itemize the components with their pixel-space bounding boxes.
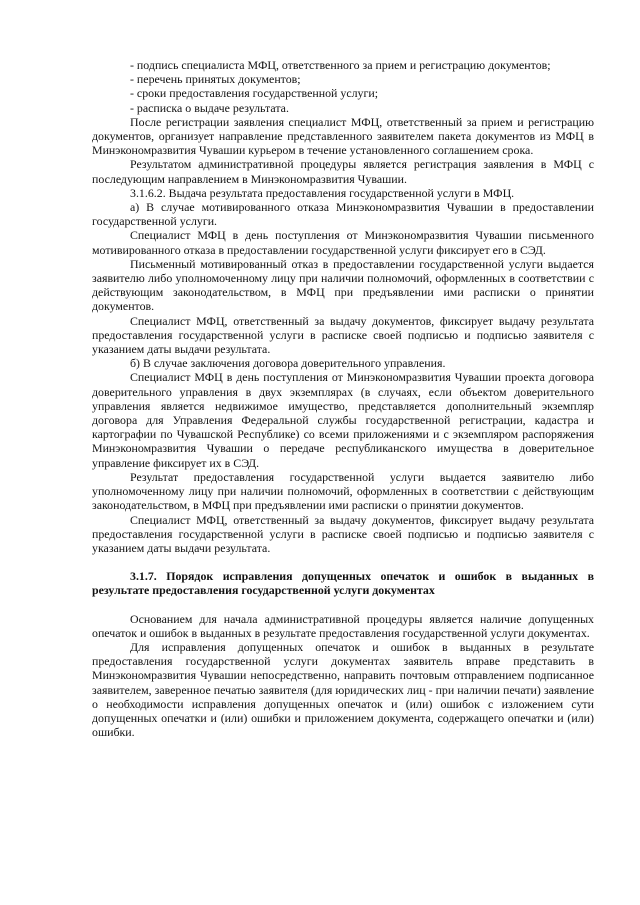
list-item: - сроки предоставления государственной услуги; <box>130 86 379 101</box>
paragraph: Специалист МФЦ, ответственный за выдачу документов, фиксирует выдачу результата предоставления государственной услуги в расписке своей подписью и подписью заявителя с указанием даты выдачи результата. <box>92 313 594 357</box>
list-item: - подпись специалиста МФЦ, ответственного за прием и регистрацию документов; <box>130 58 551 72</box>
paragraph: Специалист МФЦ, ответственный за выдачу документов, фиксирует выдачу результата предоставления государственной услуги в расписке своей подписью и подписью заявителя с указанием даты выдачи результата. <box>92 512 594 555</box>
paragraph: Письменный мотивированный отказ в предоставлении государственной услуги выдается заявителю либо уполномоченному лицу при наличии полномочий, оформленных в соответствии с действующим законодательством, в МФЦ при предъявлении ими расписки о принятии документов. <box>92 256 594 314</box>
paragraph: Специалист МФЦ в день поступления от Минэкономразвития Чувашии письменного мотивированного отказа в предоставлении государственной услуги фиксирует его в СЭД. <box>92 228 594 257</box>
paragraph: а) В случае мотивированного отказа Минэкономразвития Чувашии в предоставлении государственной услуги. <box>92 200 594 229</box>
paragraph: Результат предоставления государственной услуги выдается заявителю либо уполномоченному лицу при наличии полномочий, оформленных в соответствии с действующим законодательством, в МФЦ при предъявлении ими расписки о принятии документов. <box>92 469 594 513</box>
paragraph: Результатом административной процедуры является регистрация заявления в МФЦ с последующим направлением в Минэкономразвития Чувашии. <box>92 157 594 186</box>
paragraph: Для исправления допущенных опечаток и ошибок в выданных в результате предоставления государственной услуги документах заявитель вправе представить в Минэкономразвития Чувашии непосредственно, направить почтовым отправлением подписанное заявителем, заверенное печатью заявителя (для юридических лиц - при наличии печати) заявление о необходимости исправления допущенных опечаток и (или) ошибок с изложением сути допущенных опечатки и (или) ошибки и приложением документа, содержащего опечатки и (или) ошибки. <box>92 639 594 740</box>
receipt-contents-list <box>92 58 594 115</box>
paragraph: б) В случае заключения договора доверительного управления. <box>130 356 446 371</box>
paragraph: После регистрации заявления специалист МФЦ, ответственный за прием и регистрацию документов, организует направление представленного заявителем пакета документов из МФЦ в Минэкономразвития Чувашии курьером в течение установленного соглашением срока. <box>92 114 594 158</box>
paragraph: Основанием для начала административной процедуры является наличие допущенных опечаток и ошибок в выданных в результате предоставления государственной услуги документах. <box>92 611 594 640</box>
document-page <box>92 58 594 739</box>
list-item: - перечень принятых документов; <box>130 72 301 87</box>
paragraph: Специалист МФЦ в день поступления от Минэкономразвития Чувашии проекта договора доверительного управления в двух экземплярах (в случаях, если объектом доверительного управления является недвижимое имущество, представляется дополнительный экземпляр договора для Управления Федеральной службы государственной регистрации, кадастра и картографии по Чувашской Республике) со всеми приложениями и с экземпляром распоряжения Минэкономразвития Чувашии о передаче республиканского имущества в доверительное управление фиксирует их в СЭД. <box>92 370 594 470</box>
section-heading: 3.1.7. Порядок исправления допущенных опечаток и ошибок в выданных в результате предоставления государственной услуги документах <box>92 569 594 598</box>
list-item: - расписка о выдаче результата. <box>130 100 289 115</box>
section-subheading: 3.1.6.2. Выдача результата предоставления государственной услуги в МФЦ. <box>130 185 515 200</box>
spacer <box>92 598 594 612</box>
